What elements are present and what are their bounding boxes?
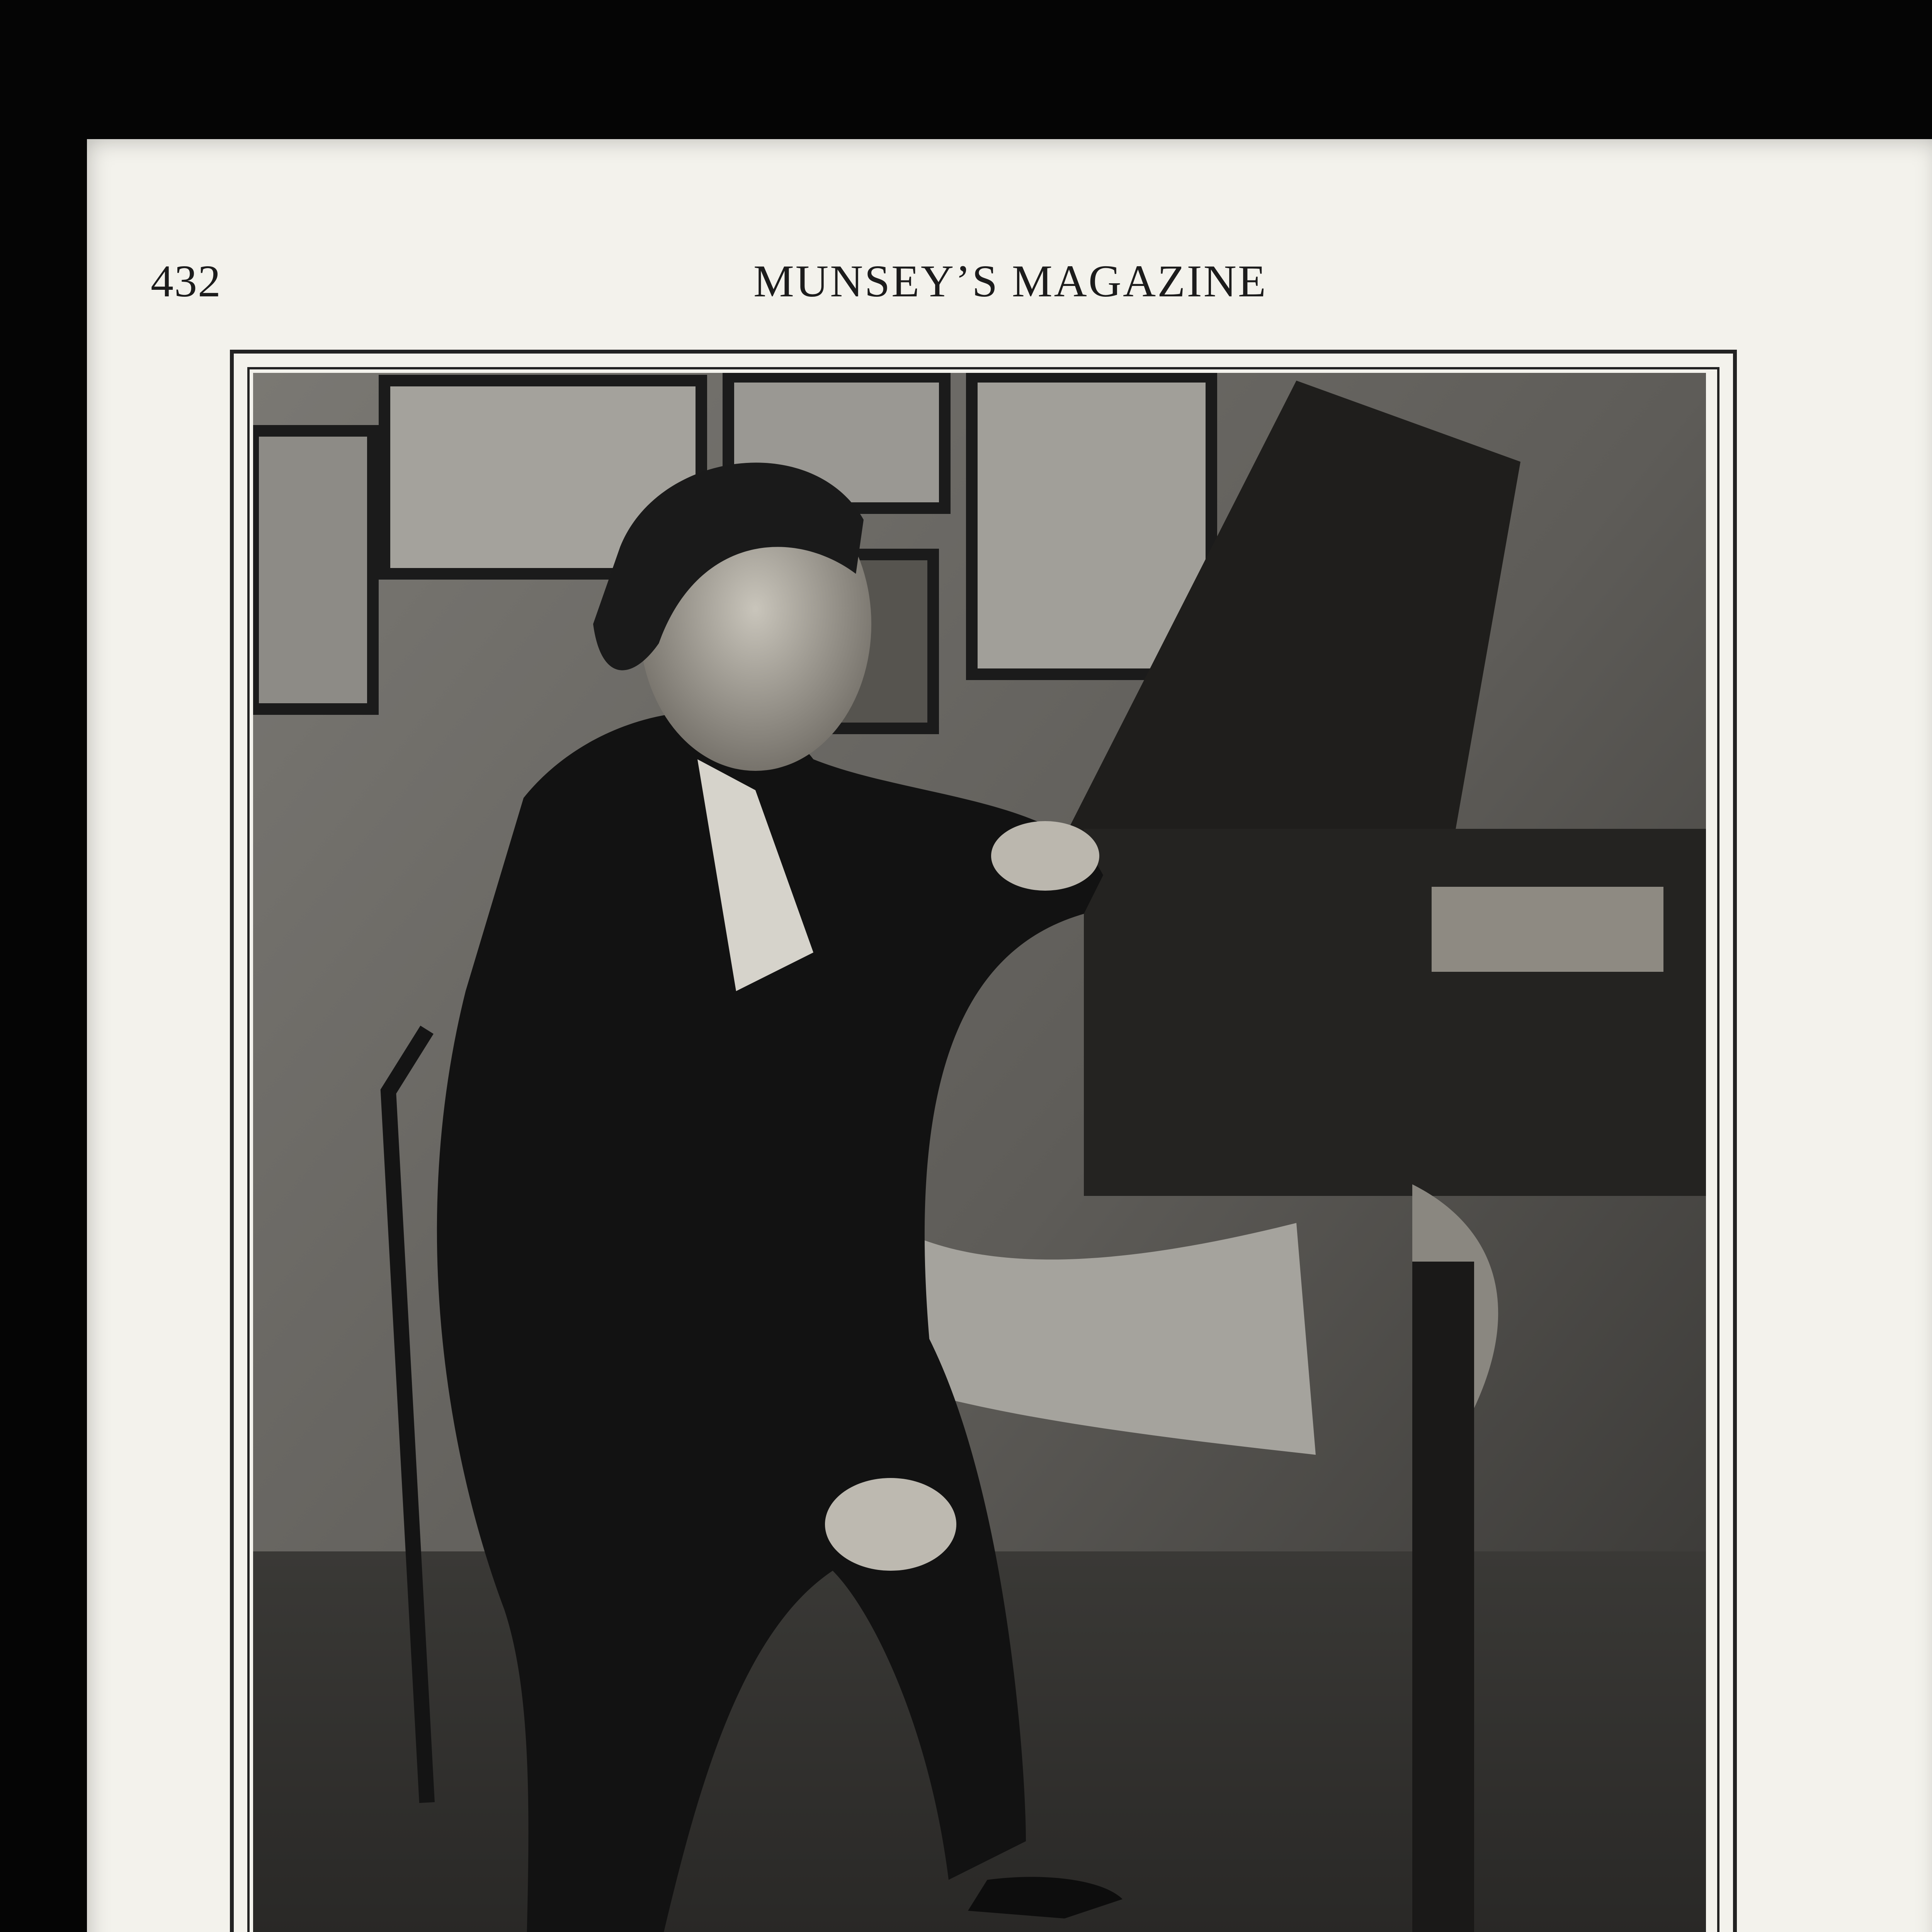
photo-frame: [230, 350, 1737, 1932]
photo-illustration: [253, 373, 1706, 1932]
page-header: [151, 255, 1267, 317]
portrait-photograph: [253, 373, 1706, 1932]
page-number: 432: [151, 256, 221, 306]
running-head: MUNSEY’S MAGAZINE: [753, 256, 1267, 306]
